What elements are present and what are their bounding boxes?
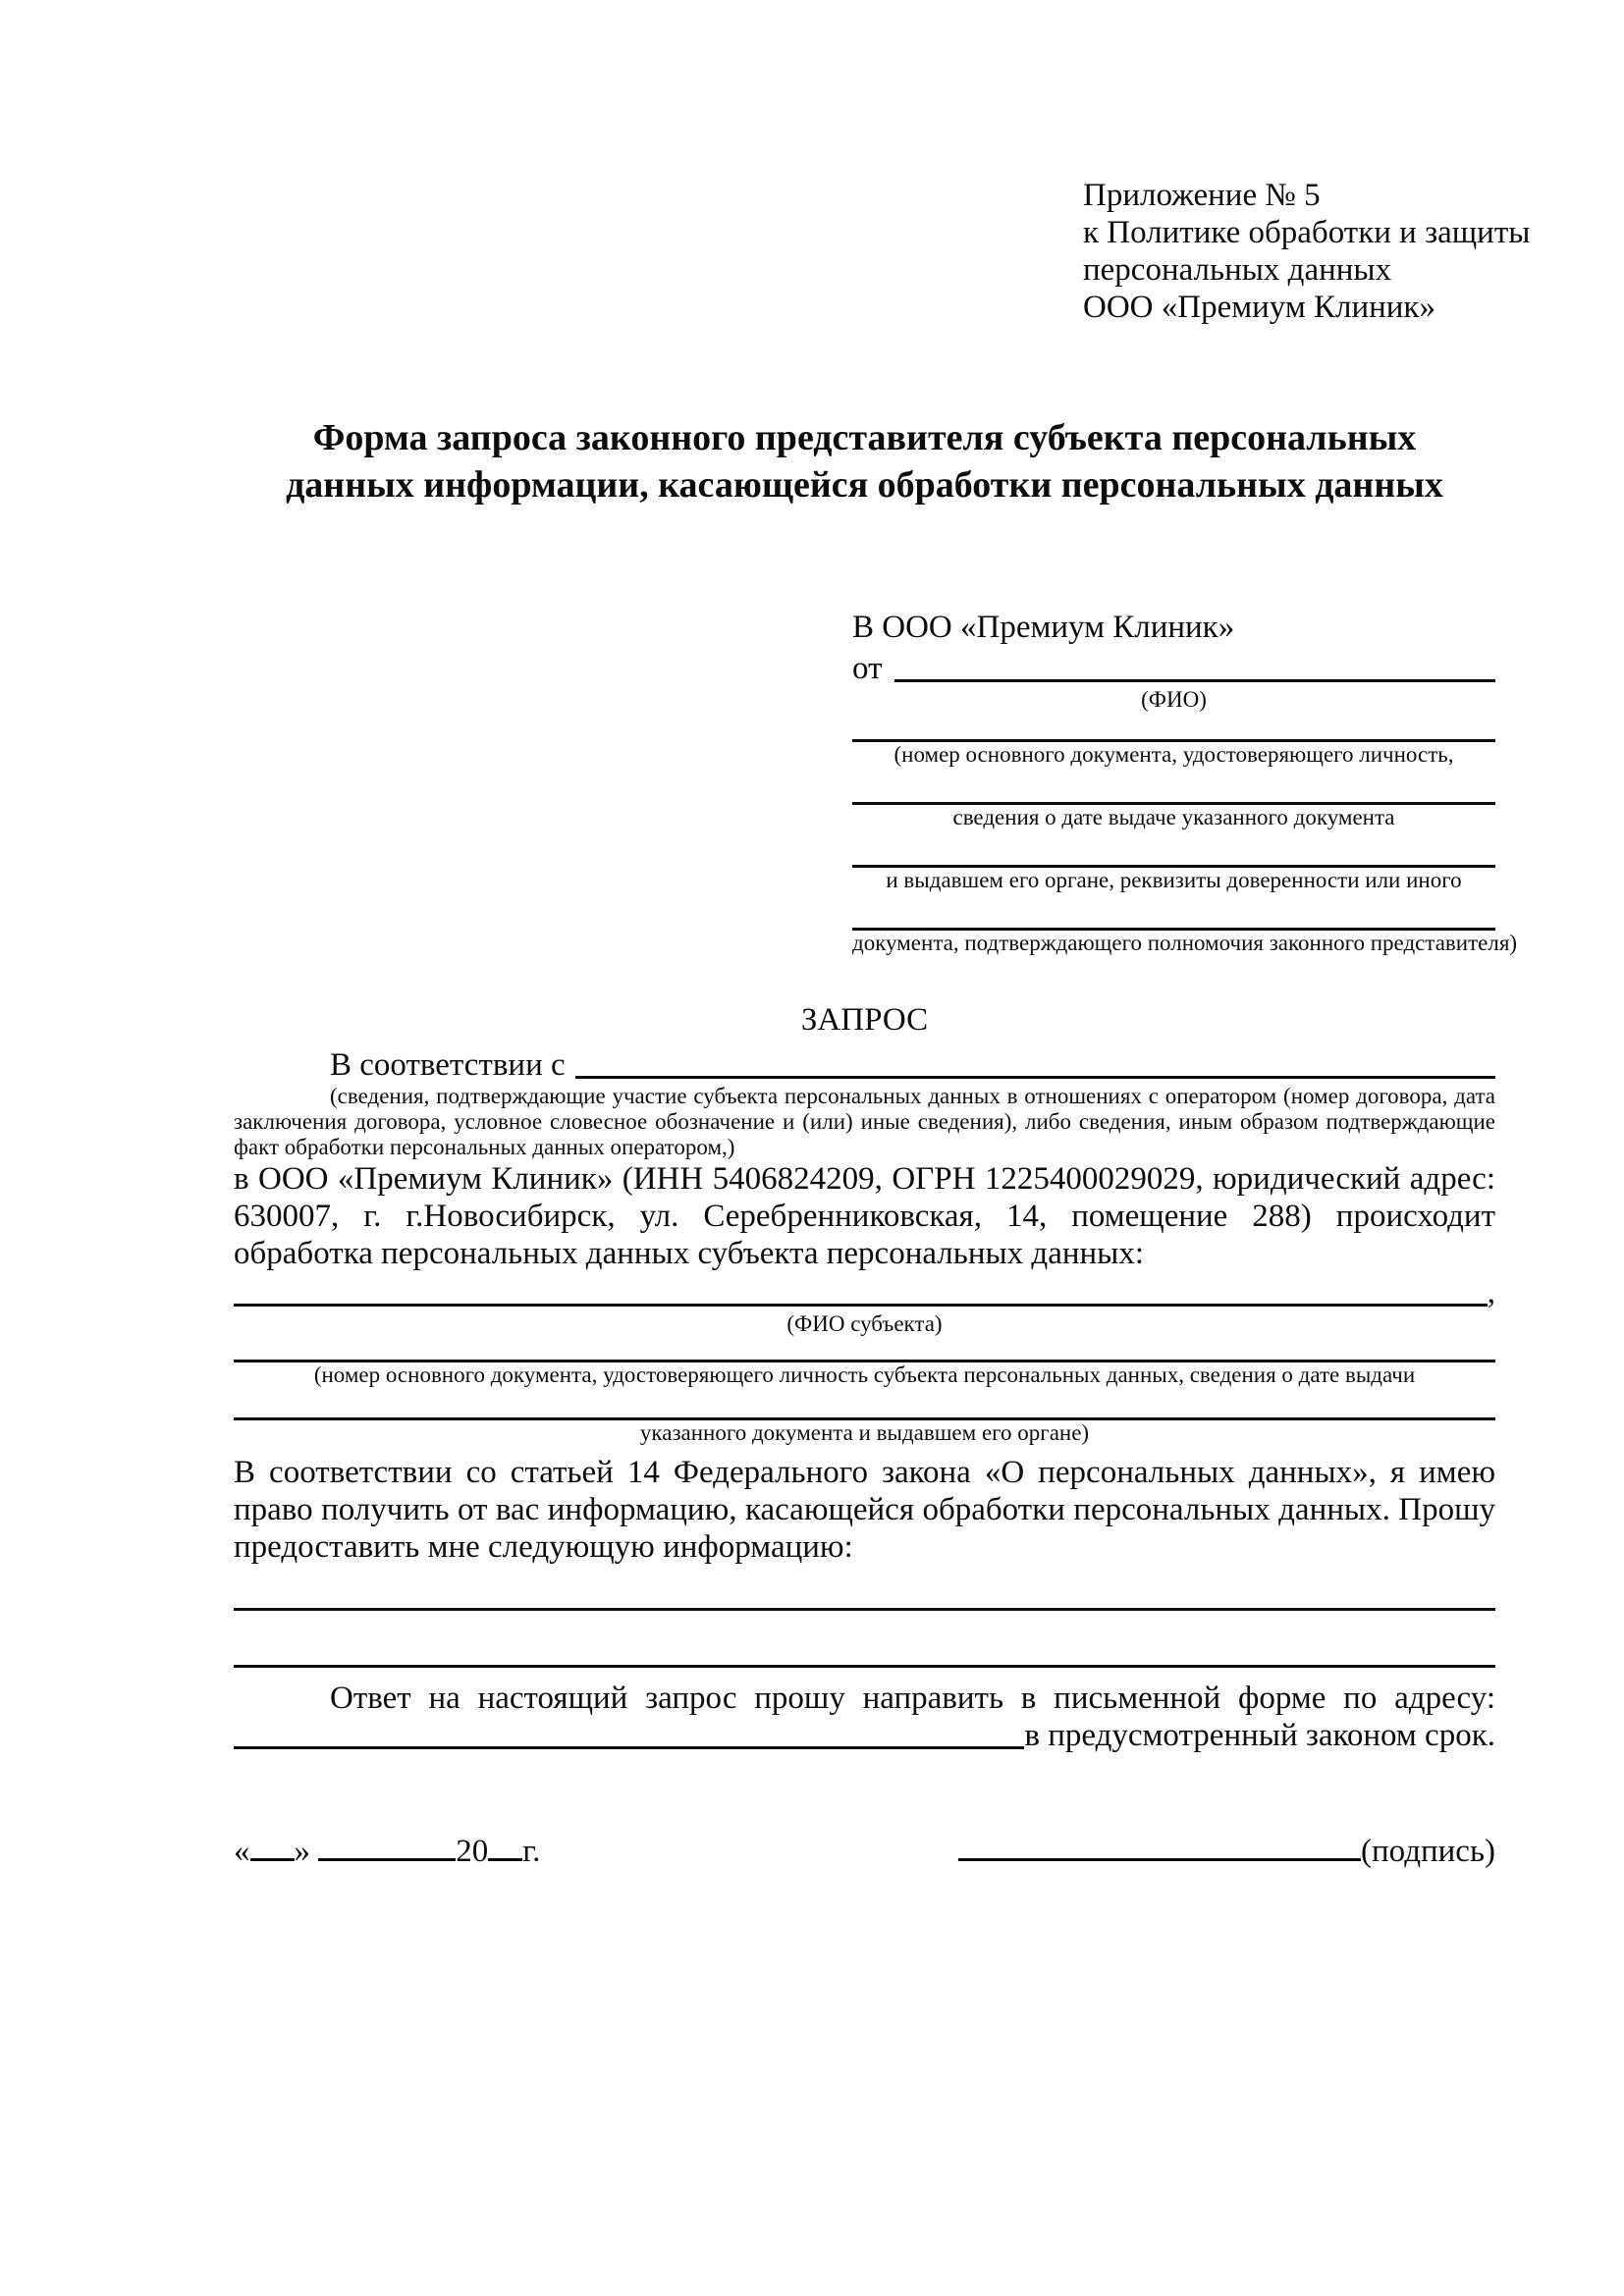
representative-document-caption-3: и выдавшем его органе, реквизиты доверенности или иного (886, 868, 1462, 892)
requested-info-blank-line-2 (234, 1611, 1495, 1668)
representative-document-blank-line-3 (852, 830, 1495, 868)
date-open-quote: « (234, 1834, 250, 1869)
signature-caption: (подпись) (1361, 1834, 1495, 1869)
subject-document-blank-line-1 (234, 1337, 1495, 1362)
date-year-suffix: г. (522, 1834, 541, 1869)
reply-address-row (234, 1717, 1495, 1754)
request-intro-prefix: В соответствии с (330, 1047, 566, 1083)
subject-name-blank-line (234, 1274, 1488, 1307)
representative-name-blank-line (894, 650, 1496, 682)
date-year-prefix: 20 (456, 1834, 489, 1869)
reply-address-blank-line (234, 1717, 1024, 1749)
subject-document-blank-line-2 (234, 1388, 1495, 1420)
appendix-header-line-4: ООО «Премиум Клиник» (1083, 290, 1435, 325)
appendix-header-line-2: к Политике обработки и защиты (1083, 215, 1531, 250)
reply-paragraph: Ответ на настоящий запрос прошу направить в письменной форме по адресу: (330, 1681, 1495, 1716)
appendix-header (1083, 177, 1531, 326)
date-close-quote: » (294, 1834, 310, 1869)
representative-document-caption-1: (номер основного документа, удостоверяющего личность, (893, 742, 1454, 767)
law-paragraph: В соответствии со статьей 14 Федерального закона «О персональных данных», я имею право получить от вас информацию, касающейся обработки персональных данных. Прошу предоставить мне следующую информацию: (234, 1455, 1495, 1565)
operator-paragraph: в ООО «Премиум Клиник» (ИНН 5406824209, ОГРН 1225400029029, юридический адрес: 630007, г. г.Новосибирск, ул. Серебренниковская, 14, помещение 288) происходит обработка персональных данных субъекта персональных данных: (234, 1161, 1495, 1271)
basis-blank-line (575, 1046, 1495, 1079)
fio-caption: (ФИО) (1141, 687, 1207, 712)
date-month-blank (318, 1858, 456, 1861)
appendix-header-line-1: Приложение № 5 (1083, 178, 1321, 213)
subject-document-caption-1: (номер основного документа, удостоверяющего личность субъекта персональных данных, сведения о дате выдачи (313, 1362, 1416, 1387)
request-intro-row (234, 1046, 1495, 1084)
subject-name-comma: , (1487, 1275, 1495, 1310)
representative-document-caption-4: документа, подтверждающего полномочия законного представителя) (852, 931, 1518, 955)
basis-caption: (сведения, подтверждающие участие субъекта персональных данных в отношениях с оператором (номер договора, дата заключения договора, условное словесное обозначение и (или) иные сведения), либо сведения, иным образом подтверждающие факт обработки персональных данных оператором,) (234, 1084, 1495, 1159)
date-signature-row (234, 1833, 1495, 1870)
date-field (234, 1833, 540, 1870)
signature-field (958, 1833, 1495, 1870)
representative-document-blank-line-4 (852, 893, 1495, 931)
date-day-blank (250, 1858, 295, 1861)
representative-document-blank-line-1 (852, 713, 1495, 742)
appendix-header-line-3: персональных данных (1083, 252, 1392, 288)
signature-blank-line (958, 1858, 1361, 1861)
document-title: Форма запроса законного представителя субъекта персональных данных информации, касающейся обработки персональных данных (286, 417, 1443, 506)
representative-document-caption-2: сведения о дате выдаче указанного документа (952, 805, 1395, 829)
reply-suffix: в предусмотренный законом срок. (1024, 1718, 1495, 1753)
representative-document-blank-line-2 (852, 768, 1495, 805)
requested-info-blank-line-1 (234, 1570, 1495, 1611)
request-heading: ЗАПРОС (800, 1002, 929, 1038)
subject-fio-caption: (ФИО субъекта) (786, 1311, 943, 1336)
from-label: от (852, 651, 883, 686)
subject-name-row (234, 1274, 1495, 1311)
subject-document-caption-2: указанного документа и выдавшем его органе) (639, 1420, 1090, 1445)
addressee-organization: В ООО «Премиум Клиник» (852, 610, 1235, 645)
addressee-block (852, 609, 1518, 956)
from-row (852, 650, 1495, 687)
date-year-blank (488, 1858, 522, 1861)
